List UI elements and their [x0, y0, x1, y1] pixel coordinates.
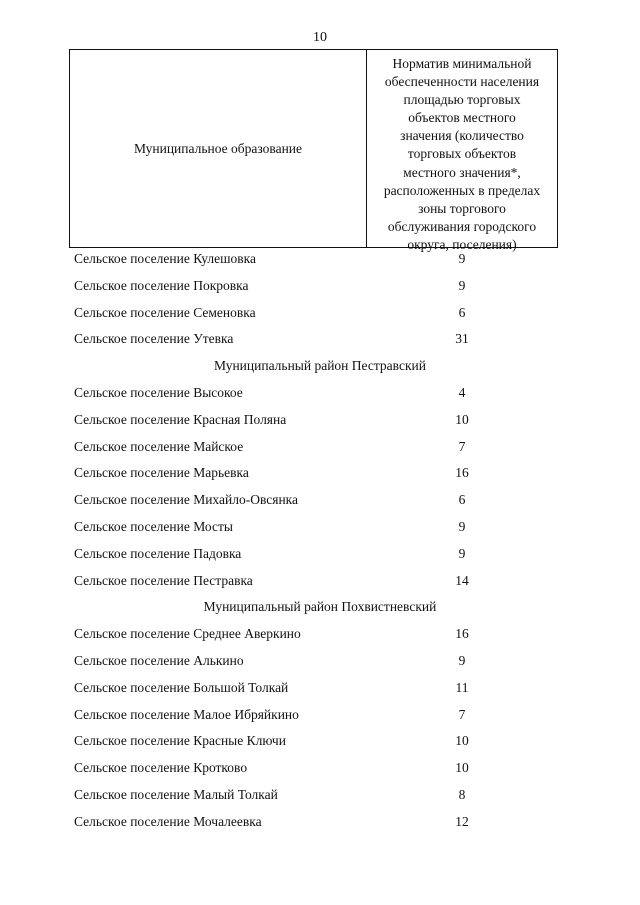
table-row: [0, 541, 640, 568]
row-name: Сельское поселение Большой Толкай: [74, 679, 289, 695]
row-name: Сельское поселение Кротково: [74, 760, 248, 776]
table-row: [0, 755, 640, 782]
header-normative-line: торговых объектов: [407, 146, 517, 162]
table-row: [0, 648, 640, 675]
header-normative-line: значения (количество: [400, 128, 524, 144]
row-value: 10: [455, 733, 469, 749]
row-value: 9: [458, 545, 466, 561]
table-header: [69, 49, 558, 252]
header-normative-line: объектов местного: [408, 110, 516, 126]
row-value: 6: [458, 492, 466, 508]
row-value: 6: [458, 304, 466, 320]
row-name: Сельское поселение Алькино: [74, 652, 244, 668]
row-name: Сельское поселение Марьевка: [74, 465, 249, 481]
table-row: [0, 728, 640, 755]
row-value: 9: [458, 518, 466, 534]
row-name: Сельское поселение Семеновка: [74, 304, 256, 320]
page-number: 10: [313, 30, 327, 45]
header-normative-line: обеспеченности населения: [384, 74, 540, 90]
row-value: 9: [458, 652, 466, 668]
row-value: 4: [458, 384, 466, 400]
table-row: [0, 568, 640, 595]
table-row: [0, 675, 640, 702]
table-body: [0, 246, 640, 836]
header-normative-line: расположенных в пределах: [383, 182, 541, 198]
row-name: Сельское поселение Майское: [74, 438, 244, 454]
header-normative-line: местного значения*,: [403, 164, 521, 180]
header-normative-line: обслуживания городского: [387, 218, 537, 234]
header-normative-line: Норматив минимальной: [392, 56, 532, 71]
table-row: [0, 702, 640, 729]
row-value: 8: [458, 786, 466, 802]
row-value: 7: [458, 706, 466, 722]
table-row: [0, 460, 640, 487]
header-municipality: Муниципальное образование: [70, 50, 367, 247]
header-normative-line: округа, поселения): [407, 236, 517, 252]
row-name: Сельское поселение Высокое: [74, 384, 243, 400]
table-row: [0, 487, 640, 514]
row-name: Сельское поселение Михайло-Овсянка: [74, 492, 299, 508]
table-row: [0, 407, 640, 434]
table-row: [0, 380, 640, 407]
table-row: [0, 273, 640, 300]
row-name: Сельское поселение Падовка: [74, 545, 242, 561]
table-row: [0, 514, 640, 541]
row-value: 14: [455, 572, 469, 588]
row-value: 16: [455, 626, 469, 642]
row-name: Сельское поселение Малый Толкай: [74, 786, 278, 802]
table-row: [0, 809, 640, 836]
header-normative-line: площадью торговых: [403, 92, 521, 108]
table-row: [0, 246, 640, 273]
row-name: Сельское поселение Красная Поляна: [74, 411, 287, 427]
table-row: [0, 300, 640, 327]
row-name: Сельское поселение Мочалеевка: [74, 813, 262, 829]
section-heading: Муниципальный район Пестравский: [214, 358, 426, 374]
row-value: 11: [455, 679, 469, 695]
row-name: Сельское поселение Утевка: [74, 331, 234, 347]
section-heading: Муниципальный район Похвистневский: [203, 599, 437, 615]
row-value: 9: [458, 277, 466, 293]
header-normative: [367, 50, 557, 252]
row-name: Сельское поселение Покровка: [74, 277, 249, 293]
row-name: Сельское поселение Малое Ибряйкино: [74, 706, 299, 722]
row-value: 7: [458, 438, 466, 454]
table-row: [0, 434, 640, 461]
table-row: [0, 326, 640, 353]
row-value: 12: [455, 813, 469, 829]
row-name: Сельское поселение Мосты: [74, 518, 233, 534]
row-name: Сельское поселение Пестравка: [74, 572, 253, 588]
table-row: [0, 782, 640, 809]
header-normative-line: зоны торгового: [418, 200, 506, 216]
row-name: Сельское поселение Среднее Аверкино: [74, 626, 301, 642]
row-value: 16: [455, 465, 469, 481]
row-name: Сельское поселение Красные Ключи: [74, 733, 286, 749]
table-row: [0, 621, 640, 648]
row-name: Сельское поселение Кулешовка: [74, 251, 256, 266]
row-value: 31: [455, 331, 469, 347]
row-value: 10: [455, 411, 469, 427]
row-value: 9: [458, 251, 466, 266]
row-value: 10: [455, 760, 469, 776]
